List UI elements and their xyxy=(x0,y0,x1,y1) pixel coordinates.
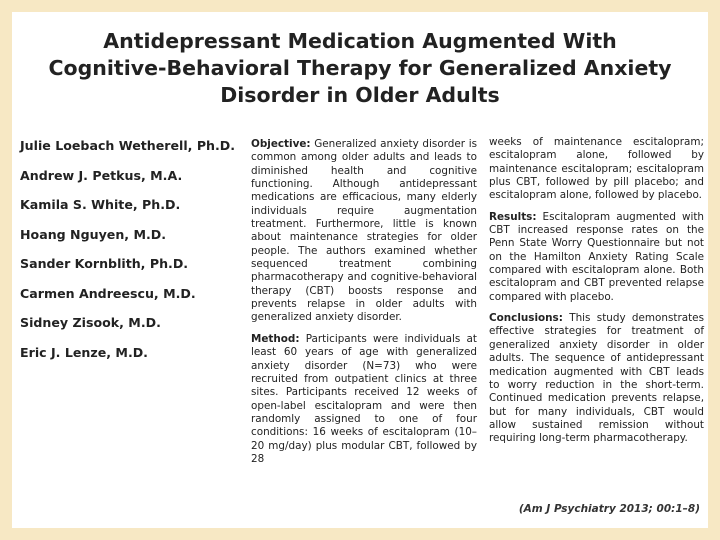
author-name: Eric J. Lenze, M.D. xyxy=(20,344,148,360)
journal-citation: (Am J Psychiatry 2013; 00:1–8) xyxy=(518,503,700,515)
author-name: Julie Loebach Wetherell, Ph.D. xyxy=(20,138,236,153)
author-name: Andrew J. Petkus, M.A. xyxy=(20,167,183,183)
author-name: Sidney Zisook, M.D. xyxy=(20,315,161,330)
conclusions-paragraph xyxy=(489,312,704,445)
title-line-1: Antidepressant Medication Augmented With xyxy=(103,29,617,53)
author-name: Carmen Andreescu, M.D. xyxy=(20,285,196,301)
abstract-column-1 xyxy=(251,138,477,474)
method-label: Method: xyxy=(251,332,300,345)
author-name: Sander Kornblith, Ph.D. xyxy=(20,256,189,271)
results-text: Escitalopram augmented with CBT increased response rates on the Penn State Worry Questionnaire but not on the Hamilton Anxiety Rating Scale compared with escitalopram alone. Both escitalopram and CBT prevented relapse compared with placebo. xyxy=(489,210,704,303)
author-name: Hoang Nguyen, M.D. xyxy=(20,226,167,242)
author-list xyxy=(20,138,260,374)
results-label: Results: xyxy=(489,210,537,223)
method-text: Participants were individuals at least 60 years of age with generalized anxiety disorder (N=73) who were recruited from outpatient clinics at three sites. Participants received 12 weeks of open-label escitalopram and were then randomly assigned to one of four conditions: 16 weeks of escitalopram (10–20 mg/day) plus modular CBT, followed by 28 xyxy=(251,332,477,465)
method-continued-paragraph xyxy=(489,136,704,203)
method-paragraph xyxy=(251,333,477,466)
conclusions-text: This study demonstrates effective strategies for treatment of generalized anxiety disorder in older adults. The sequence of antidepressant medication augmented with CBT leads to worry reduction in the short-term. Continued medication prevents relapse, but for many individuals, CBT would allow sustained remission without requiring long-term pharmacotherapy. xyxy=(489,312,704,445)
objective-label: Objective: xyxy=(251,138,311,150)
objective-text: Generalized anxiety disorder is common among older adults and leads to diminished health and cognitive functioning. Although antidepressant medications are efficacious, many elderly individuals require augmentation treatment. Furthermore, little is known about maintenance strategies for older people. The authors examined whether sequenced treatment combining pharmacotherapy and cognitive-behavioral therapy (CBT) boosts response and prevents relapse in older adults with generalized anxiety disorder. xyxy=(251,138,477,324)
paper-title xyxy=(32,28,688,109)
slide xyxy=(12,12,708,528)
results-paragraph xyxy=(489,211,704,304)
conclusions-label: Conclusions: xyxy=(489,312,563,325)
title-line-2: Cognitive-Behavioral Therapy for Generalized Anxiety xyxy=(48,56,672,80)
author-name: Kamila S. White, Ph.D. xyxy=(20,197,181,212)
objective-paragraph xyxy=(251,138,477,325)
abstract-column-2 xyxy=(489,136,704,454)
method-continued-text: weeks of maintenance escitalopram; escitalopram alone, followed by maintenance escitalopram; escitalopram plus CBT, followed by pill placebo; and escitalopram alone, followed by placebo. xyxy=(489,136,704,202)
title-line-3: Disorder in Older Adults xyxy=(220,83,500,107)
